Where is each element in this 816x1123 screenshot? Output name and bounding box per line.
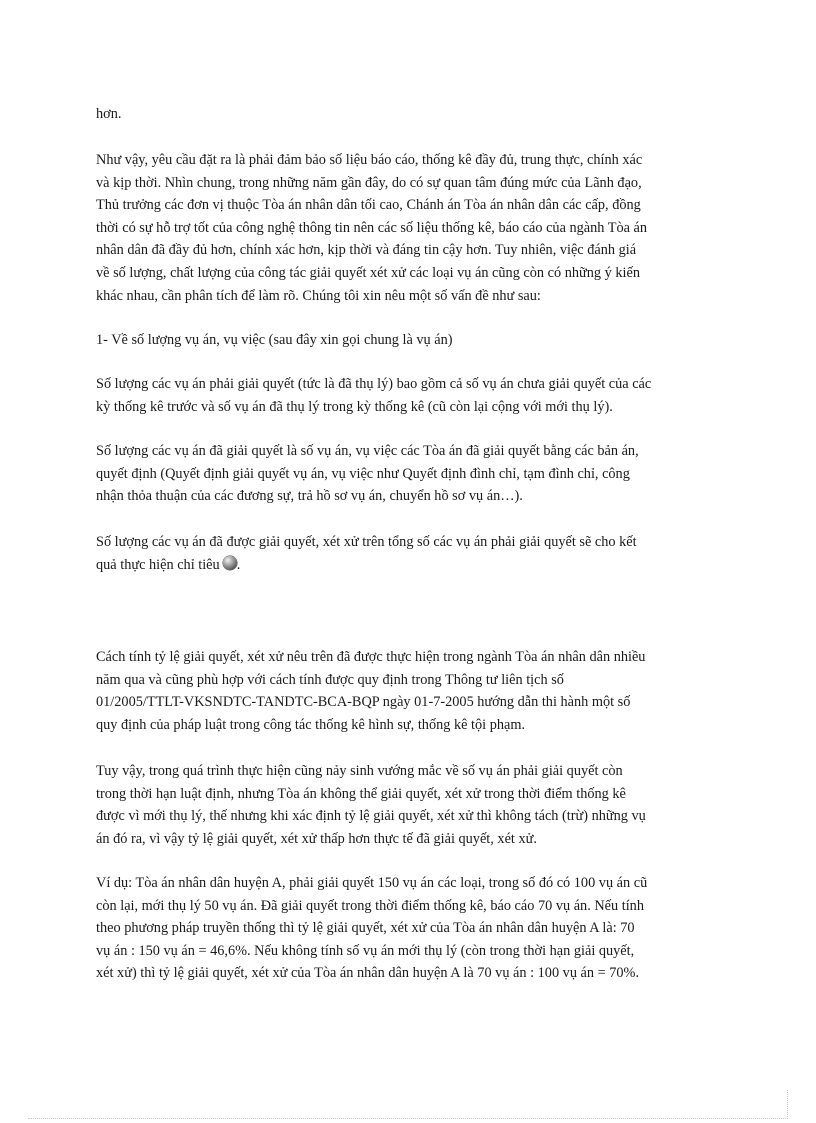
- text-line: Số lượng các vụ án đã giải quyết là số vụ án, vụ việc các Tòa án đã giải quyết bằng các bản án,: [96, 443, 639, 459]
- paragraph-reporting-requirements: [96, 149, 716, 307]
- text-line: Số lượng các vụ án phải giải quyết (tức là đã thụ lý) bao gồm cả số vụ án chưa giải quyết của các: [96, 376, 652, 392]
- text-line: về số lượng, chất lượng của công tác giải quyết xét xử các loại vụ án cũng còn có những ý kiến: [96, 264, 640, 281]
- paragraph-ratio: [96, 531, 716, 576]
- text-line: Tuy vậy, trong quá trình thực hiện cũng nảy sinh vướng mắc về số vụ án phải giải quyết còn: [96, 763, 623, 779]
- text-line: Như vậy, yêu cầu đặt ra là phải đảm bảo số liệu báo cáo, thống kê đầy đủ, trung thực, chính xác: [96, 152, 643, 168]
- page-right-border: [787, 1090, 788, 1119]
- paragraph-cases-resolved: [96, 440, 716, 508]
- formula-image-icon: [223, 556, 237, 570]
- paragraph-continuation: [96, 103, 716, 126]
- text-line: quy định của pháp luật trong công tác thống kê hình sự, thống kê tội phạm.: [96, 716, 526, 733]
- paragraph-example: [96, 872, 716, 985]
- text-line: được vì mới thụ lý, thế nhưng khi xác định tỷ lệ giải quyết, xét xử thì không tách (trừ) những vụ: [96, 808, 646, 825]
- text-line: Ví dụ: Tòa án nhân dân huyện A, phải giải quyết 150 vụ án các loại, trong số đó có 100 vụ án cũ: [96, 875, 648, 891]
- text-line: khác nhau, cần phân tích để làm rõ. Chúng tôi xin nêu một số vấn đề như sau:: [96, 287, 541, 304]
- text-line: án đó ra, vì vậy tỷ lệ giải quyết, xét xử thấp hơn thực tế đã giải quyết, xét xử.: [96, 830, 537, 847]
- text-line: theo phương pháp truyền thống thì tỷ lệ giải quyết, xét xử của Tòa án nhân dân huyện A là: 70: [96, 920, 635, 937]
- paragraph-cases-to-resolve: [96, 373, 716, 418]
- text-line: vụ án : 150 vụ án = 46,6%. Nếu không tính số vụ án mới thụ lý (còn trong thời hạn giải quyết,: [96, 942, 635, 959]
- text-line: năm qua và cũng phù hợp với cách tính được quy định trong Thông tư liên tịch số: [96, 671, 564, 688]
- paragraph-issues: [96, 760, 716, 850]
- text-line: xét xử) thì tỷ lệ giải quyết, xét xử của Tòa án nhân dân huyện A là 70 vụ án : 100 vụ án = 70%.: [96, 965, 640, 982]
- page-bottom-border: [28, 1118, 788, 1119]
- text-line: kỳ thống kê trước và số vụ án đã thụ lý trong kỳ thống kê (cũ còn lại cộng với mới thụ lý).: [96, 398, 613, 415]
- text-fragment: quả thực hiện chỉ tiêu: [96, 556, 220, 573]
- text-line: Cách tính tỷ lệ giải quyết, xét xử nêu trên đã được thực hiện trong ngành Tòa án nhân dân nhiều: [96, 649, 646, 665]
- text-fragment: .: [236, 556, 241, 573]
- text-line: còn lại, mới thụ lý 50 vụ án. Đã giải quyết trong thời điểm thống kê, báo cáo 70 vụ án. Nếu tính: [96, 897, 644, 914]
- text-line: và kịp thời. Nhìn chung, trong những năm gần đây, do có sự quan tâm đúng mức của Lãnh đạo,: [96, 174, 642, 191]
- text-line: trong thời hạn luật định, nhưng Tòa án không thể giải quyết, xét xử trong thời điểm thống kê: [96, 785, 626, 802]
- text-line: Thủ trưởng các đơn vị thuộc Tòa án nhân dân tối cao, Chánh án Tòa án nhân dân các cấp, đồng: [96, 197, 641, 214]
- text-line: Số lượng các vụ án đã được giải quyết, xét xử trên tổng số các vụ án phải giải quyết sẽ cho kết: [96, 534, 637, 550]
- text-line: quyết định (Quyết định giải quyết vụ án, vụ việc như Quyết định đình chỉ, tạm đình chỉ, công: [96, 465, 630, 482]
- paragraph-calculation-method: [96, 646, 716, 736]
- text-line: thời có sự hỗ trợ tốt của công nghệ thông tin nên các số liệu thống kê, báo cáo của ngành Tòa án: [96, 219, 648, 236]
- text-line: 01/2005/TTLT-VKSNDTC-TANDTC-BCA-BQP ngày 01-7-2005 hướng dẫn thi hành một số: [96, 694, 631, 711]
- text-line: [96, 554, 716, 577]
- text-line: nhận thỏa thuận của các đương sự, trả hồ sơ vụ án, chuyển hồ sơ vụ án…).: [96, 488, 523, 505]
- text-line: nhân dân đã đầy đủ hơn, chính xác hơn, kịp thời và đáng tin cậy hơn. Tuy nhiên, việc đánh giá: [96, 242, 637, 259]
- text-line: hơn.: [96, 106, 122, 122]
- section-heading: [96, 329, 716, 352]
- text-line: 1- Về số lượng vụ án, vụ việc (sau đây xin gọi chung là vụ án): [96, 332, 453, 348]
